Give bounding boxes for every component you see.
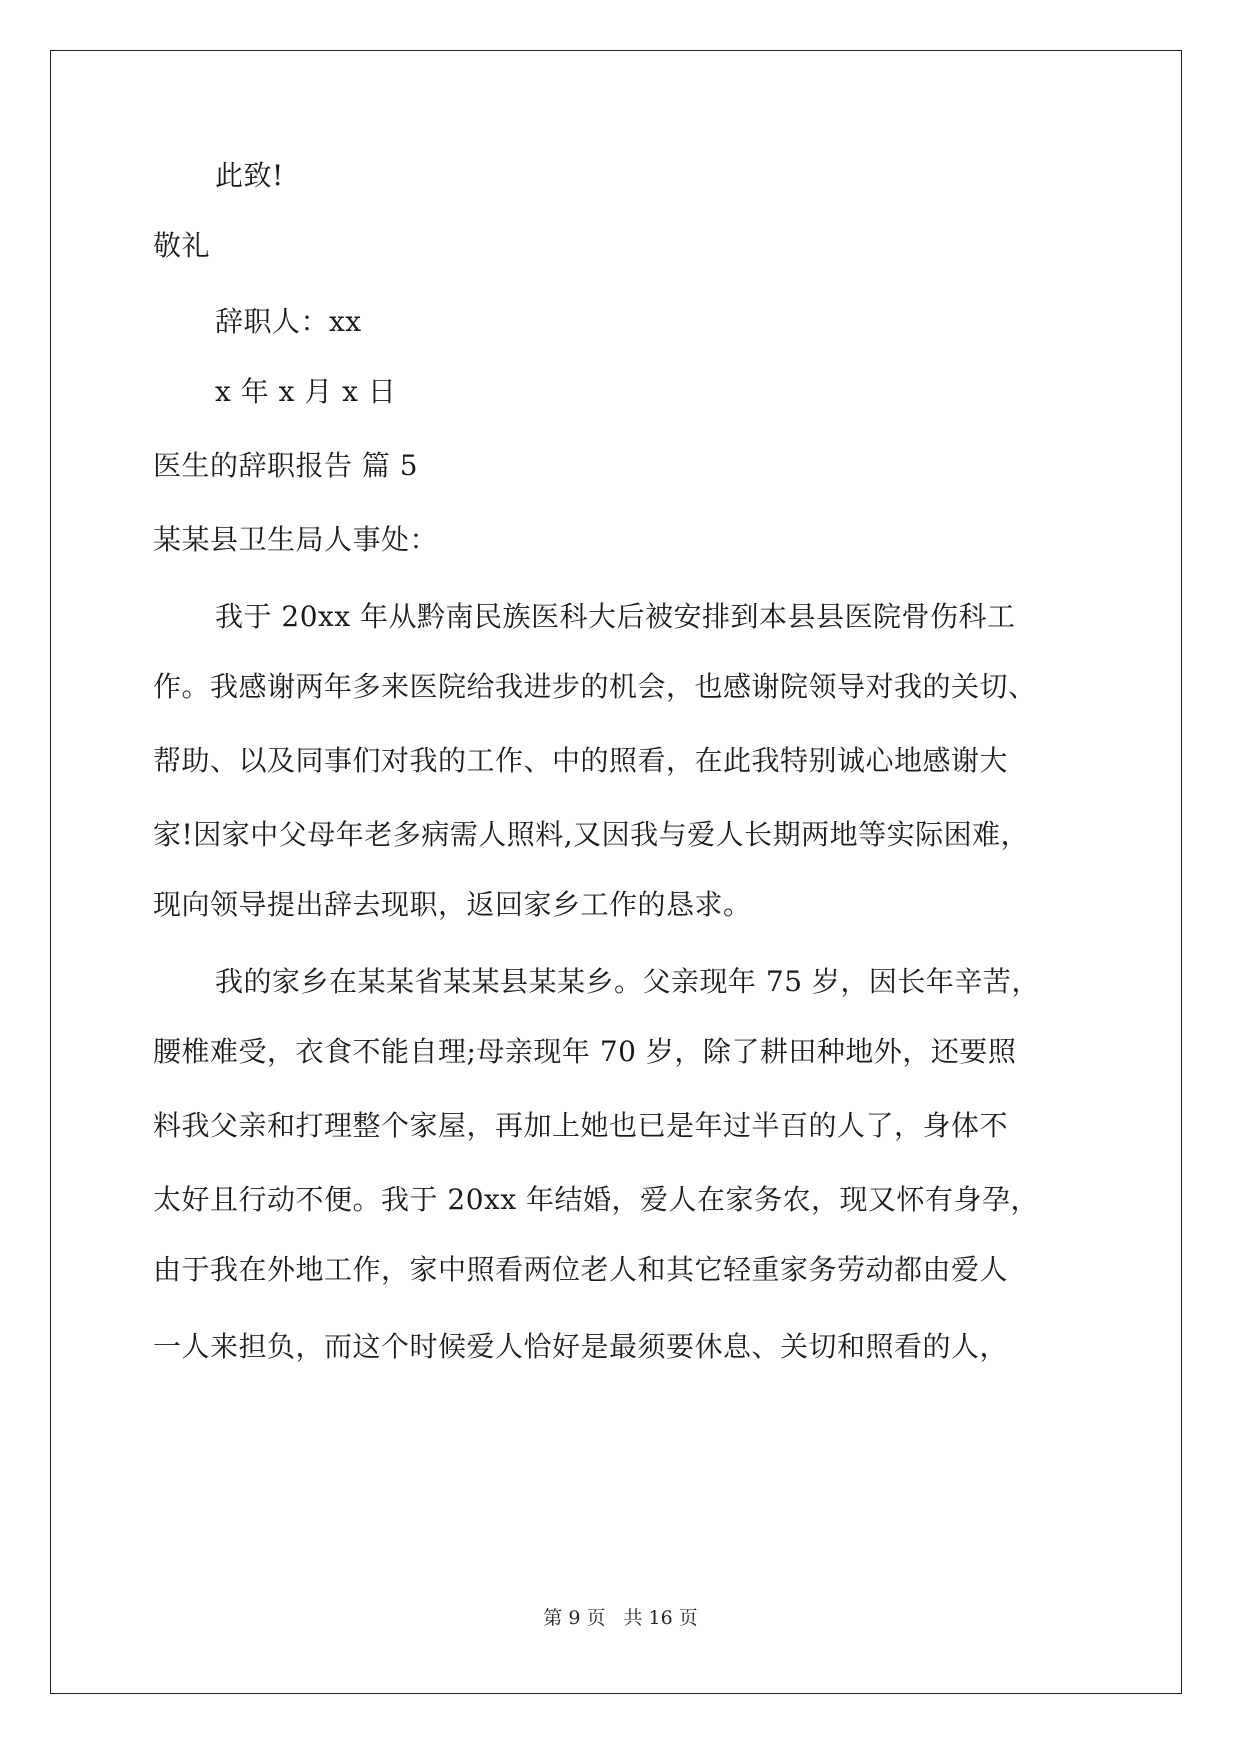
paragraph-line: 由于我在外地工作，家中照看两位老人和其它轻重家务劳动都由爱人	[153, 1253, 1009, 1286]
paragraph-line: 我于 20xx 年从黔南民族医科大后被安排到本县县医院骨伤科工	[215, 600, 1016, 633]
closing-regards: 敬礼	[153, 229, 211, 262]
paragraph-line: 料我父亲和打理整个家屋，再加上她也已是年过半百的人了，身体不	[153, 1109, 1009, 1142]
paragraph-line: 我的家乡在某某省某某县某某乡。父亲现年 75 岁，因长年辛苦，	[215, 965, 1040, 998]
page-total: 共 16 页	[623, 1607, 698, 1629]
addressee: 某某县卫生局人事处：	[153, 523, 439, 556]
page-border	[50, 50, 1182, 1694]
closing-salutation: 此致!	[215, 159, 284, 192]
section-heading: 医生的辞职报告 篇 5	[153, 449, 419, 482]
paragraph-line: 腰椎难受，衣食不能自理;母亲现年 70 岁，除了耕田种地外，还要照	[153, 1035, 1017, 1068]
paragraph-line: 现向领导提出辞去现职，返回家乡工作的恳求。	[153, 888, 752, 921]
page-footer	[0, 1606, 1241, 1630]
paragraph-line: 一人来担负，而这个时候爱人恰好是最须要休息、关切和照看的人，	[153, 1330, 1009, 1363]
paragraph-line: 帮助、以及同事们对我的工作、中的照看，在此我特别诚心地感谢大	[153, 744, 1009, 777]
date-line: x 年 x 月 x 日	[215, 375, 397, 408]
paragraph-line: 家!因家中父母年老多病需人照料,又因我与爱人长期两地等实际困难，	[153, 818, 1030, 851]
signature-line: 辞职人：xx	[215, 305, 362, 338]
page-number: 第 9 页	[543, 1607, 606, 1629]
paragraph-line: 作。我感谢两年多来医院给我进步的机会，也感谢院领导对我的关切、	[153, 670, 1037, 703]
paragraph-line: 太好且行动不便。我于 20xx 年结婚，爱人在家务农，现又怀有身孕，	[153, 1183, 1040, 1216]
